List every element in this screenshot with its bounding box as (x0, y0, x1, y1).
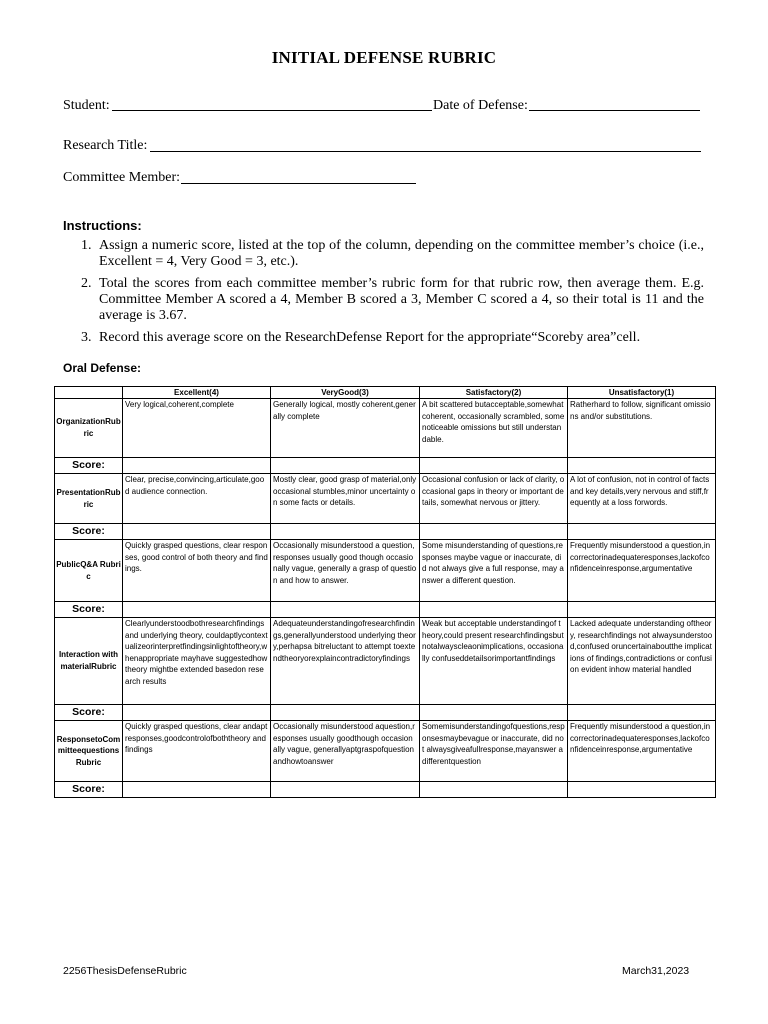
footer-date: March31,2023 (622, 965, 690, 977)
rubric-cell: Quickly grasped questions, clear responses, good control of both theory and findings. (123, 540, 271, 602)
score-row (55, 524, 716, 540)
score-cell[interactable] (420, 705, 568, 721)
score-cell[interactable] (271, 458, 420, 474)
rubric-cell: Quickly grasped questions, clear andaptresponses,goodcontrolofboththeory and findings (123, 721, 271, 782)
rubric-cell: Occasionally misunderstood aquestion,responses usually goodthough occasionally vague, generallyaptgraspofquestionandhowtoanswer (271, 721, 420, 782)
header-very-good: VeryGood(3) (271, 387, 420, 399)
score-cell[interactable] (123, 458, 271, 474)
score-label: Score: (55, 602, 123, 618)
rubric-cell: Very logical,coherent,complete (123, 399, 271, 458)
score-cell[interactable] (568, 782, 716, 798)
rubric-cell: Somemisunderstandingofquestions,responsesmaybevague or inaccurate, did not alwaysgiveafullresponse,mayanswer adifferentquestion (420, 721, 568, 782)
criterion-organization: OrganizationRubric (55, 399, 123, 458)
rubric-cell: Occasional confusion or lack of clarity, occasional gaps in theory or important details, somewhat nervous or jittery. (420, 474, 568, 524)
score-cell[interactable] (123, 602, 271, 618)
criterion-response-to-committee: ResponsetoCommitteequestionsRubric (55, 721, 123, 782)
student-field[interactable] (112, 110, 432, 111)
score-row (55, 782, 716, 798)
rubric-cell: Frequently misunderstood a question,incorrectorinadequateresponses,lackofconfidenceinresponse,argumentative (568, 540, 716, 602)
header-satisfactory: Satisfactory(2) (420, 387, 568, 399)
instructions-heading: Instructions: (63, 218, 142, 233)
score-row (55, 458, 716, 474)
table-row (55, 618, 716, 705)
criterion-presentation: PresentationRubric (55, 474, 123, 524)
score-cell[interactable] (420, 782, 568, 798)
score-cell[interactable] (123, 524, 271, 540)
rubric-cell: Generally logical, mostly coherent,generally complete (271, 399, 420, 458)
score-cell[interactable] (420, 524, 568, 540)
score-cell[interactable] (568, 602, 716, 618)
rubric-cell: Mostly clear, good grasp of material,only occasional stumbles,minor uncertainty on some facts or details. (271, 474, 420, 524)
rubric-cell: Adequateunderstandingofresearchfindings,generallyunderstood underlying theory,perhapsa bitreluctant to attempt toextendtheoryorexplaincontradictoryfindings (271, 618, 420, 705)
instruction-item: 3. Record this average score on the ResearchDefense Report for the appropriate“Scoreby area”cell. (81, 330, 641, 345)
footer-document-name: 2256ThesisDefenseRubric (63, 965, 187, 977)
rubric-cell: Frequently misunderstood a question,incorrectorinadequateresponses,lackofconfidenceinresponse,argumentative (568, 721, 716, 782)
header-criterion (55, 387, 123, 399)
rubric-cell: A bit scattered butacceptable,somewhat coherent, occasionally scrambled, some noticeable omissions but still understandable. (420, 399, 568, 458)
instructions-list (78, 238, 704, 352)
score-cell[interactable] (123, 782, 271, 798)
score-cell[interactable] (271, 602, 420, 618)
score-row (55, 705, 716, 721)
score-cell[interactable] (568, 524, 716, 540)
score-cell[interactable] (420, 458, 568, 474)
date-of-defense-field[interactable] (529, 110, 700, 111)
rubric-table (54, 386, 716, 798)
rubric-cell: Some misunderstanding of questions,responses maybe vague or inaccurate, did not always give a full response, may answer a different question. (420, 540, 568, 602)
score-cell[interactable] (123, 705, 271, 721)
score-cell[interactable] (271, 524, 420, 540)
page-title: INITIAL DEFENSE RUBRIC (271, 48, 497, 67)
committee-member-field[interactable] (181, 183, 416, 184)
rubric-cell: A lot of confusion, not in control of facts and key details,very nervous and stiff,frequently at a loss forwords. (568, 474, 716, 524)
rubric-cell: Clear, precise,convincing,articulate,good audience connection. (123, 474, 271, 524)
score-row (55, 602, 716, 618)
rubric-cell: Occasionally misunderstood a question, responses usually good though occasionally vague, generally a grasp of question and how to answer. (271, 540, 420, 602)
criterion-interaction-with-material: Interaction withmaterialRubric (55, 618, 123, 705)
score-label: Score: (55, 524, 123, 540)
criterion-public-qa: PublicQ&A Rubric (55, 540, 123, 602)
research-title-field[interactable] (150, 151, 701, 152)
table-row (55, 474, 716, 524)
rubric-header-row (55, 387, 716, 399)
rubric-cell: Clearlyunderstoodbothresearchfindings and underlying theory, couldaptlycontextualizeorinterpretfindingsinlightoftheory,whenappropriate mayhave suggestedhow theory mightbe extended basedon research results (123, 618, 271, 705)
table-row (55, 721, 716, 782)
instruction-item: 2. Total the scores from each committee member’s rubric form for that rubric row, then average them. E.g. Committee Member A scored a 4, Member B scored a 3, Member C scored a 4, so their total is 11 and the average is 3.67. (81, 276, 704, 323)
table-row (55, 399, 716, 458)
oral-defense-heading: Oral Defense: (63, 361, 142, 375)
rubric-cell: Weak but acceptable understandingof theory,could present researchfindingsbutnotalwayscleaonimplications, occasionally confuseddetailsorimportantfindings (420, 618, 568, 705)
score-cell[interactable] (420, 602, 568, 618)
date-of-defense-label: Date of Defense: (433, 98, 528, 113)
header-unsatisfactory: Unsatisfactory(1) (568, 387, 716, 399)
committee-member-label: Committee Member: (63, 170, 181, 185)
instruction-item: 1. Assign a numeric score, listed at the top of the column, depending on the committee member’s choice (i.e., Excellent = 4, Very Good = 3, etc.). (81, 238, 704, 269)
score-cell[interactable] (568, 458, 716, 474)
rubric-cell: Ratherhard to follow, significant omissions and/or substitutions. (568, 399, 716, 458)
score-label: Score: (55, 782, 123, 798)
header-excellent: Excellent(4) (123, 387, 271, 399)
score-label: Score: (55, 705, 123, 721)
research-title-label: Research Title: (63, 138, 148, 153)
table-row (55, 540, 716, 602)
score-cell[interactable] (271, 782, 420, 798)
score-cell[interactable] (271, 705, 420, 721)
score-label: Score: (55, 458, 123, 474)
student-label: Student: (63, 98, 110, 113)
score-cell[interactable] (568, 705, 716, 721)
rubric-cell: Lacked adequate understanding oftheory, researchfindings not alwaysunderstood,confused oruncertainaboutthe implications of findings,contradictions or confusion evident inhow material handled (568, 618, 716, 705)
